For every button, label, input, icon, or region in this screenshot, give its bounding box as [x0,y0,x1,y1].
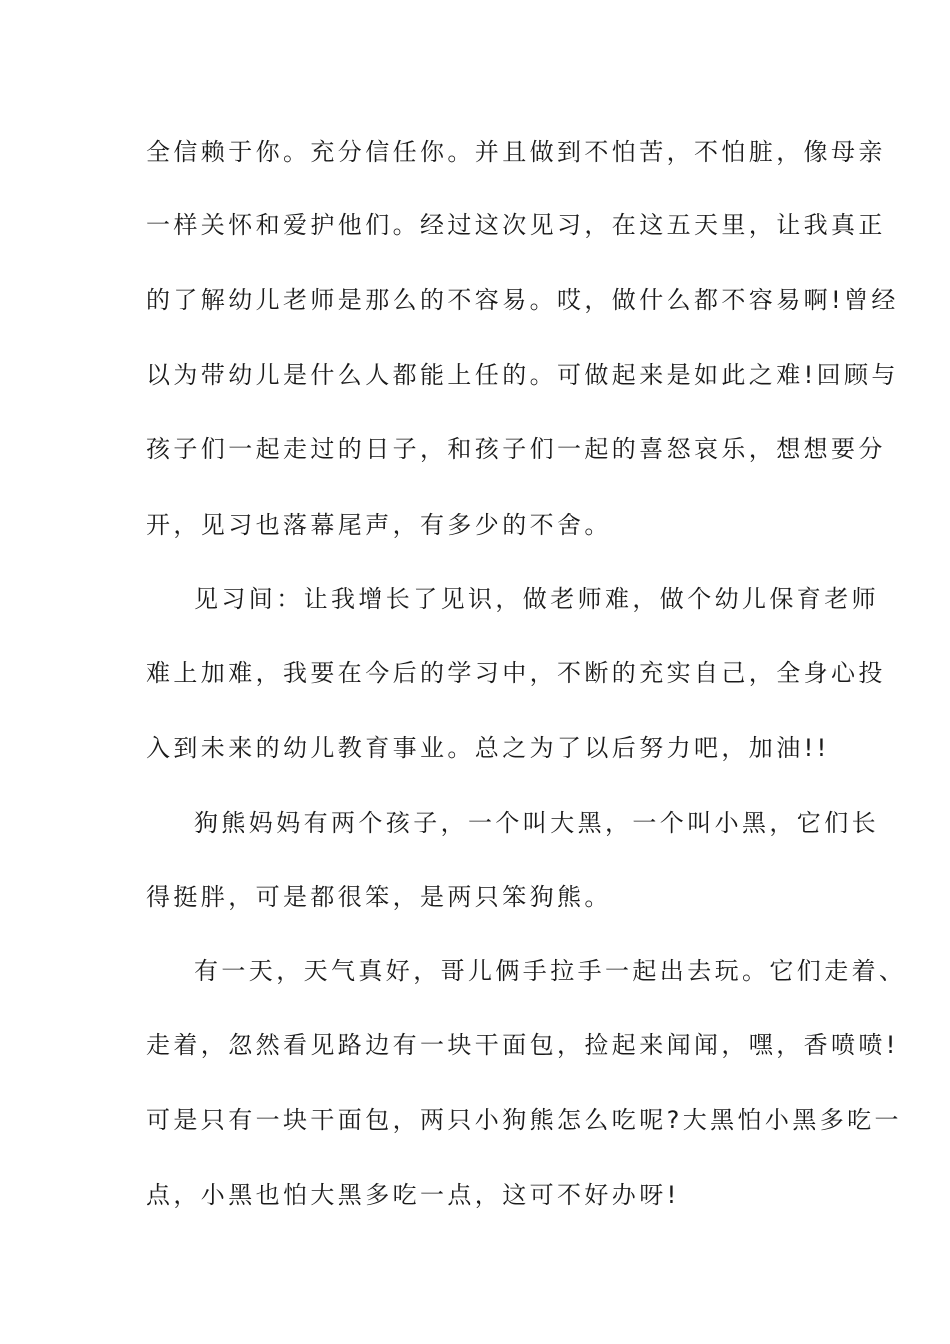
text-line: 可是只有一块干面包，两只小狗熊怎么吃呢?大黑怕小黑多吃一 [146,1106,902,1134]
paragraph-first-line: 见习间：让我增长了见识，做老师难，做个幼儿保育老师 [194,585,879,613]
text-line: 点，小黑也怕大黑多吃一点，这可不好办呀! [146,1181,680,1209]
text-line: 以为带幼儿是什么人都能上任的。可做起来是如此之难!回顾与 [146,361,899,389]
text-line: 全信赖于你。充分信任你。并且做到不怕苦，不怕脏，像母亲 [146,138,886,166]
text-line: 一样关怀和爱护他们。经过这次见习，在这五天里，让我真正 [146,211,886,239]
text-line: 孩子们一起走过的日子，和孩子们一起的喜怒哀乐，想想要分 [146,435,886,463]
text-line: 入到未来的幼儿教育事业。总之为了以后努力吧，加油!! [146,734,830,762]
text-line: 得挺胖，可是都很笨，是两只笨狗熊。 [146,883,612,911]
text-line: 走着，忽然看见路边有一块干面包，捡起来闻闻，嘿，香喷喷! [146,1031,899,1059]
text-line: 开，见习也落幕尾声，有多少的不舍。 [146,511,612,539]
text-line: 难上加难，我要在今后的学习中，不断的充实自己，全身心投 [146,659,886,687]
paragraph-first-line: 有一天，天气真好，哥儿俩手拉手一起出去玩。它们走着、 [194,957,907,985]
text-line: 的了解幼儿老师是那么的不容易。哎，做什么都不容易啊!曾经 [146,286,899,314]
paragraph-first-line: 狗熊妈妈有两个孩子，一个叫大黑，一个叫小黑，它们长 [194,809,879,837]
